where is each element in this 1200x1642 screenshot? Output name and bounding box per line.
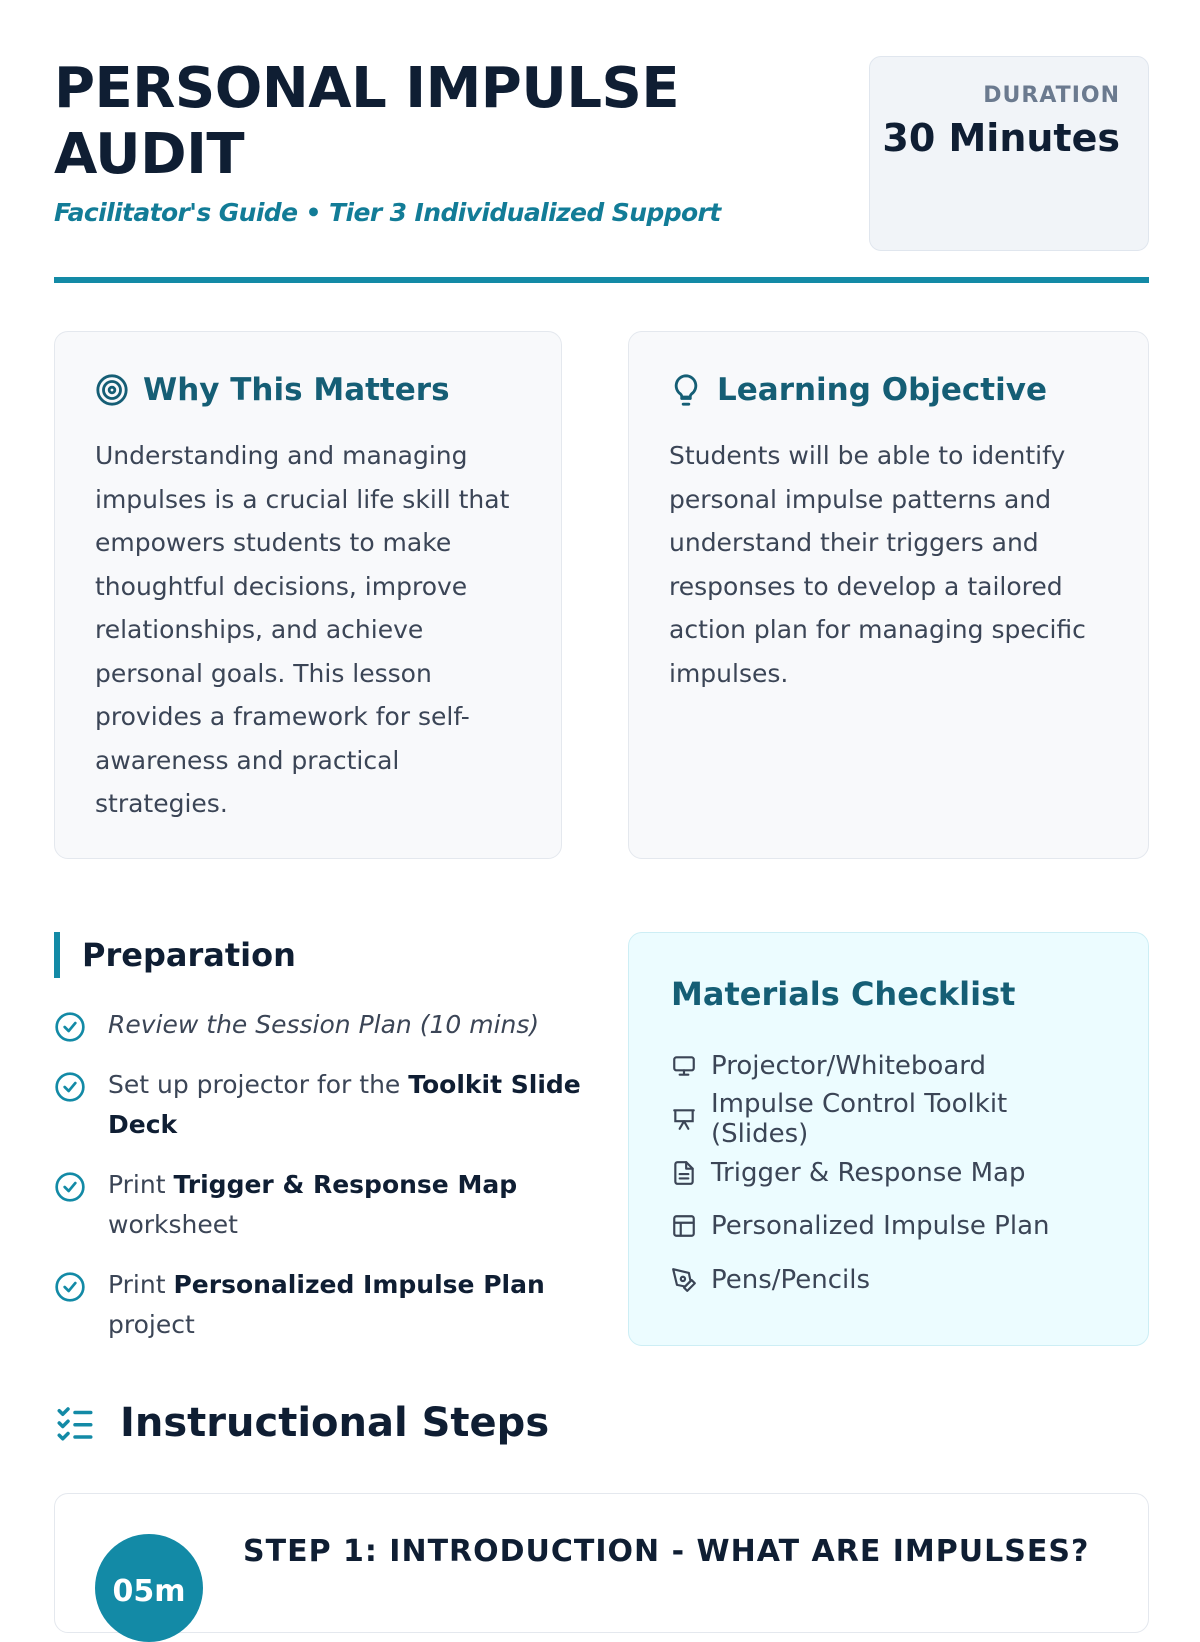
preparation-item-text: Print Trigger & Response Map worksheet [108, 1170, 518, 1239]
target-icon [95, 373, 129, 407]
preparation-item [54, 1165, 594, 1245]
why-card [54, 331, 562, 859]
materials-item [671, 1039, 1108, 1093]
preparation-item [54, 1265, 594, 1345]
materials-list [671, 1039, 1108, 1307]
preparation-item [54, 1065, 594, 1145]
why-heading [95, 372, 521, 408]
objective-heading [669, 372, 1108, 408]
materials-item-label: Impulse Control Toolkit (Slides) [711, 1089, 1008, 1150]
instructional-steps-heading [54, 1400, 549, 1446]
duration-value: 30 Minutes [882, 116, 1120, 160]
check-circle-icon [54, 1271, 86, 1303]
objective-body: Students will be able to identify personal impulse patterns and understand their triggers and responses to develop a tailored action plan for managing specific impulses. [669, 441, 1086, 688]
checklist-icon [54, 1402, 96, 1444]
step-title: STEP 1: INTRODUCTION - WHAT ARE IMPULSES? [243, 1534, 1090, 1569]
instructional-steps-heading-text: Instructional Steps [120, 1400, 550, 1446]
preparation-list [54, 1005, 594, 1365]
materials-heading: Materials Checklist [671, 975, 1016, 1013]
materials-item-label: Projector/Whiteboard [711, 1050, 986, 1081]
layout-icon [671, 1213, 697, 1239]
materials-item [671, 1253, 1108, 1307]
monitor-icon [671, 1053, 697, 1079]
preparation-item-text: Print Personalized Impulse Plan project [108, 1270, 545, 1339]
check-circle-icon [54, 1071, 86, 1103]
why-heading-text: Why This Matters [143, 372, 450, 408]
step-time-badge: 05m [95, 1534, 203, 1642]
materials-item-label: Personalized Impulse Plan [711, 1211, 1050, 1242]
objective-heading-text: Learning Objective [717, 372, 1047, 408]
step-card [54, 1493, 1149, 1633]
presentation-icon [671, 1106, 697, 1132]
materials-item-label: Trigger & Response Map [711, 1157, 1026, 1188]
why-body: Understanding and managing impulses is a crucial life skill that empowers students to make thoughtful decisions, improve relationships, and achieve personal goals. This lesson provides a framework for self-awareness and practical strategies. [95, 441, 510, 818]
preparation-item-text: Review the Session Plan (10 mins) [108, 1010, 540, 1039]
materials-item [671, 1089, 1108, 1150]
header-divider [54, 277, 1149, 283]
check-circle-icon [54, 1171, 86, 1203]
materials-item [671, 1146, 1108, 1200]
page-subtitle: Facilitator's Guide • Tier 3 Individualized Support [54, 198, 721, 227]
preparation-item [54, 1005, 594, 1045]
document-icon [671, 1160, 697, 1186]
preparation-item-text: Set up projector for the Toolkit Slide Deck [108, 1070, 581, 1139]
lightbulb-icon [669, 373, 703, 407]
preparation-heading: Preparation [54, 932, 296, 978]
materials-card [628, 932, 1149, 1346]
materials-item-label: Pens/Pencils [711, 1264, 871, 1295]
page-title: PERSONAL IMPULSE AUDIT [54, 56, 680, 187]
objective-card [628, 331, 1149, 859]
materials-item [671, 1200, 1108, 1254]
check-circle-icon [54, 1011, 86, 1043]
duration-box [869, 56, 1149, 251]
pen-icon [671, 1267, 697, 1293]
duration-label: DURATION [983, 83, 1120, 108]
